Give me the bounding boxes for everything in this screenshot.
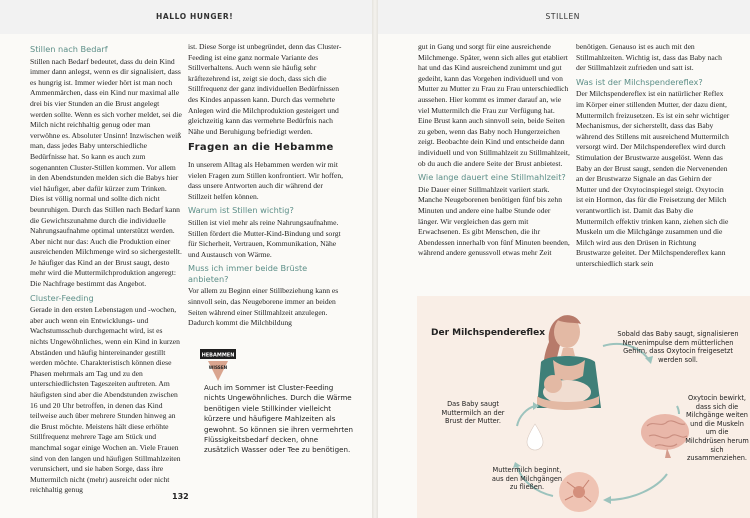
brain-icon bbox=[641, 414, 689, 458]
column-2 bbox=[188, 42, 344, 332]
paragraph-cluster-feeding: Gerade in den ersten Lebenstagen und -wochen, aber auch wenn ein Entwicklungs- und Wachstumsschub durchgemacht wird, ist es nichts Ungewöhnliches, wenn ein Kind in kurzen Abständen und häufig hintereinander gestillt werden möchte. Charakteristisch können diese Phasen mehrmals am Tag und zu den unterschiedlichsten Tageszeiten auftreten. Am häufigsten sind aber die Abendstunden zwischen 16 und 20 Uhr betroffen, in denen das Kind teilweise auch über mehrere Stunden hinweg an die Brust möchte. Meistens hält diese erhöhte Stillfrequenz mehrere Tage am Stück und manchmal sogar einige Wochen an. Viele Frauen sind von den langen und häufigen Stillmahlzeiten verunsichert, und sie haben Sorge, dass ihre Muttermilch nicht (mehr) ausreicht oder nicht reichhaltig genug bbox=[30, 305, 181, 495]
column-4 bbox=[576, 42, 732, 272]
milchspendereflex-infobox bbox=[417, 296, 750, 518]
infobox-step-nervenimpulse: Sobald das Baby saugt, signalisieren Nervenimpulse dem mütterlichen Gehirn, dass Oxytocin freigesetzt werden soll. bbox=[617, 330, 739, 364]
infobox-title: Der Milchspendereflex bbox=[431, 328, 545, 338]
heading-cluster-feeding: Cluster-Feeding bbox=[30, 292, 94, 303]
right-page bbox=[378, 0, 750, 518]
mother-nursing-illustration-icon bbox=[537, 315, 601, 410]
breast-illustration-icon bbox=[559, 472, 599, 512]
hebammen-wissen-badge-icon bbox=[198, 347, 238, 385]
left-page bbox=[0, 0, 372, 518]
tip-text: Auch im Sommer ist Cluster-Feeding nichts Ungewöhnliches. Durch die Wärme benötigen viele Stillkinder vielleicht kürzere und häufigere Mahlzeiten als gewohnt. So können sie ihren vermehrten Flüssigkeitsbedarf decken, ohne zusätzlich Wasser oder Tee zu benötigen. bbox=[204, 383, 354, 455]
heading-warum-stillen: Warum ist Stillen wichtig? bbox=[188, 205, 294, 216]
heading-stillen-nach-bedarf: Stillen nach Bedarf bbox=[30, 44, 108, 54]
arrow-drop-to-mother bbox=[517, 406, 535, 426]
paragraph-fragen-intro: In unserem Alltag als Hebammen werden wir mit vielen Fragen zum Stillen konfrontiert. Wir hoffen, dass unsere Antworten auch dir während der Stillzeit helfen können. bbox=[188, 159, 344, 201]
column-3 bbox=[418, 42, 570, 262]
paragraph-dauer-continued: benötigen. Genauso ist es auch mit den Stillmahlzeiten. Wichtig ist, dass das Baby nach der Stillmahlzeit zufrieden und satt ist. bbox=[576, 42, 722, 73]
running-head-left: HALLO HUNGER! bbox=[156, 12, 234, 21]
column-1 bbox=[30, 42, 182, 499]
heading-beide-brueste: Muss ich immer beide Brüste anbieten? bbox=[188, 263, 308, 284]
paragraph-milchspendereflex: Der Milchspendereflex ist ein natürlicher Reflex im Körper einer stillenden Mutter, der dazu dient, Muttermilch freizusetzen. Es ist ein sehr wichtiger Mechanismus, der sicherstellt, dass das Baby während des Stillens mit ausreichend Muttermilch versorgt wird. Der Milchspendereflex wird durch Stimulation der Brustwarze ausgelöst. Wenn das Baby an der Brust saugt, senden die Nervenenden an der Brustwarze Signale an das Gehirn der Mutter und der Oxytocinspiegel steigt. Oxytocin ist ein Hormon, das für die Freisetzung der Milch verantwortlich ist. Damit das Baby die Muttermilch effektiv trinken kann, ziehen sich die Muskeln um die Milchgänge zusammen und die Milch wird aus den Drüsen in Richtung Brustwarze geleitet. Der Milchspendereflex kann unterschiedlich stark sein bbox=[576, 89, 730, 268]
paragraph-beide-brueste: Vor allem zu Beginn einer Stillbeziehung kann es sinnvoll sein, das Neugeborene immer an beiden Seiten während einer Stillmahlzeit anzulegen. Dadurch kommt die Milchbildung bbox=[188, 286, 339, 328]
infobox-step-muttermilch-fliesst: Muttermilch beginnt, aus den Milchgängen zu fließen. bbox=[491, 466, 563, 492]
badge-top-label: HEBAMMEN bbox=[201, 352, 235, 359]
arrow-brain-entry bbox=[677, 406, 679, 414]
paragraph-stillen-nach-bedarf: Stillen nach Bedarf bedeutet, dass du dein Kind immer dann anlegst, wenn es dir signalisiert, dass es hungrig ist. Immer wieder hört ist man noch Ammenmärchen, dass ein Kind nur maximal alle drei bis vier Stunden an die Brust angelegt werden sollte. Wenn es sich vorher meldet, sei die Milch nicht reichhaltig genug oder man verwöhne es. Absoluter Unsinn! Inzwischen weiß man, dass jedes Baby unterschiedliche Bedürfnisse hat. So kann es auch zum sogenannten Cluster-Stillen kommen. Vor allem in den Abendstunden melden sich die Babys hier viel häufiger, aber dafür kürzer zum Trinken. Dies ist völlig normal und sollte dich nicht beunruhigen. Durch das Stillen nach Bedarf kann die Gewichtszunahme durch die individuelle Nahrungsaufnahme optimal unterstützt werden. Aber nicht nur das: Auch die Produktion einer ausreichenden Milchmenge wird so sichergestellt. Je häufiger das Kind an der Brust saugt, desto mehr wird die Muttermilchproduktion angeregt: Die Nachfrage bestimmt das Angebot. bbox=[30, 56, 182, 289]
paragraph-warum-stillen: Stillen ist viel mehr als reine Nahrungsaufnahme. Stillen fördert die Mutter-Kind-Bindung und sorgt für Sicherheit, Vertrauen, Kommunikation, Nähe und Austausch von Wärme. bbox=[188, 217, 341, 259]
running-head-right: STILLEN bbox=[545, 12, 580, 21]
milk-drop-icon bbox=[527, 424, 543, 450]
paragraph-dauer-stillmahlzeit: Die Dauer einer Stillmahlzeit variiert stark. Manche Neugeborenen benötigen fünf bis zehn Minuten und andere eine halbe Stunde oder länger. Wir vergleichen das gern mit Erwachsenen. Es gibt Menschen, die ihr Abendessen innerhalb von fünf Minuten beenden, während andere genussvoll etwas mehr Zeit bbox=[418, 184, 570, 258]
heading-milchspendereflex: Was ist der Milchspendereflex? bbox=[576, 76, 703, 87]
paragraph-cluster-continued: ist. Diese Sorge ist unbegründet, denn das Cluster-Feeding ist eine ganz normale Variante des Stillverhaltens. Auch wenn sie häufig sehr kräftezehrend ist, zeigt sie doch, dass sich die Stillfrequenz der ganz individuellen Bedürfnissen des Kindes anpassen kann. Durch das vermehrte Anlegen wird die Milchproduktion gesteigert und gleichzeitig kann das vermehrte Bedürfnis nach Nähe und Beruhigung befriedigt werden. bbox=[188, 42, 342, 136]
infobox-step-oxytocin: Oxytocin bewirkt, dass sich die Milchgänge weiten und die Muskeln um die Milchdrüsen herum sich zusammenziehen. bbox=[685, 394, 749, 463]
infobox-step-baby-saugt: Das Baby saugt Muttermilch an der Brust der Mutter. bbox=[441, 400, 505, 426]
page-number: 132 bbox=[172, 492, 189, 501]
arrow-brain-to-breast bbox=[607, 474, 667, 500]
paragraph-beide-brueste-continued: gut in Gang und sorgt für eine ausreichende Milchmenge. Später, wenn sich alles gut etabliert hat und das Kind ausreichend zunimmt und gut gedeiht, kann das Vorgehen individuell und von Mutter zu Mutter zu Frau zu Frau unterschiedlich aussehen. Hier kommt es immer darauf an, wie viel Muttermilch die Frau zur Verfügung hat. Eine Brust kann auch sinnvoll sein, beide Seiten zu geben, wenn das Baby noch Hungerzeichen zeigt. Beobachte dein Kind und entscheide dann individuell und von Stillmahlzeit zu Stillmahlzeit, ob du auch die andere Seite der Brust anbietest. bbox=[418, 42, 570, 168]
heading-fragen-an-die-hebamme: Fragen an die Hebamme bbox=[188, 142, 334, 154]
badge-bottom-label: WISSEN bbox=[208, 365, 228, 370]
heading-dauer-stillmahlzeit: Wie lange dauert eine Stillmahlzeit? bbox=[418, 172, 566, 183]
